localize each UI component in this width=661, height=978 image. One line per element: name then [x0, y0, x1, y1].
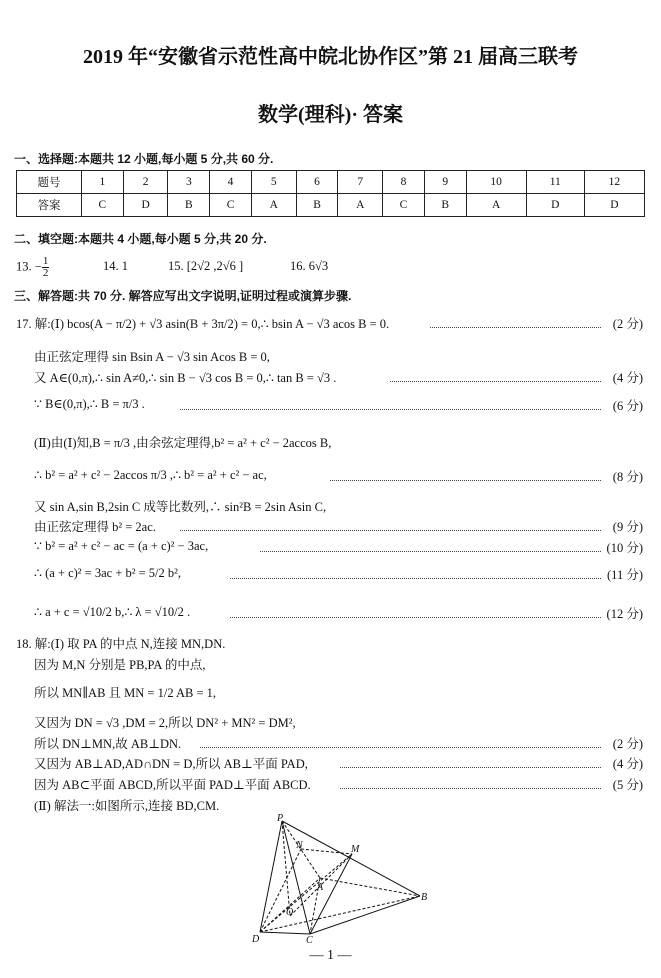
- q17-score-1: (2 分): [609, 314, 643, 332]
- row-label-number: 题号: [17, 171, 82, 194]
- question-number-cell: 4: [210, 171, 252, 194]
- q18-line-8: (Ⅱ) 解法一:如图所示,连接 BD,CM.: [34, 799, 220, 813]
- answer-cell: A: [466, 194, 526, 217]
- answer-cell: D: [584, 194, 644, 217]
- q17-line-5: (Ⅱ)由(Ⅰ)知,B = π/3 ,由余弦定理得,b² = a² + c² − 2accos B,: [34, 436, 332, 450]
- paper-title: 2019 年“安徽省示范性高中皖北协作区”第 21 届高三联考: [83, 46, 578, 68]
- q18-line-3: 所以 MN∥AB 且 MN = 1/2 AB = 1,: [34, 686, 217, 700]
- leader-dots: [390, 380, 601, 382]
- answer-cell: A: [338, 194, 383, 217]
- question-number-cell: 7: [338, 171, 383, 194]
- answer-cell: B: [424, 194, 466, 217]
- leader-dots: [230, 616, 601, 618]
- question-number-cell: 5: [251, 171, 296, 194]
- answer-cell: B: [168, 194, 210, 217]
- question-number-cell: 1: [82, 171, 124, 194]
- question-number-cell: 10: [466, 171, 526, 194]
- q13-label: 13.: [16, 259, 32, 274]
- answer-cell: D: [526, 194, 584, 217]
- q17-line-8: 由正弦定理得 b² = 2ac.: [34, 520, 156, 534]
- answer-table: [16, 170, 645, 217]
- table-row-answers: [17, 194, 645, 217]
- edge-NM: [301, 849, 352, 854]
- page-number: — 1 —: [309, 948, 352, 963]
- q18-line-4: 又因为 DN = √3 ,DM = 2,所以 DN² + MN² = DM²,: [34, 716, 296, 730]
- leader-dots: [200, 746, 601, 748]
- label-B: B: [421, 892, 428, 903]
- q17-line-10: ∴ (a + c)² = 3ac + b² = 5/2 b²,: [34, 566, 182, 580]
- section3-heading: 三、解答题:共 70 分. 解答应写出文字说明,证明过程或演算步骤.: [14, 289, 352, 303]
- q17-line-3: 又 A∈(0,π),∴ sin A≠0,∴ sin B − √3 cos B = 0,∴ tan B = √3 .: [34, 371, 337, 385]
- answer-cell: D: [123, 194, 168, 217]
- question-number-cell: 12: [584, 171, 644, 194]
- answer-cell: C: [383, 194, 425, 217]
- answer-cell: C: [82, 194, 124, 217]
- q17-score-8: (9 分): [609, 517, 643, 535]
- leader-dots: [260, 550, 601, 552]
- question-number-cell: 11: [526, 171, 584, 194]
- leader-dots: [180, 408, 601, 410]
- geometry-figure: [245, 812, 435, 947]
- q17-score-3: (4 分): [609, 368, 643, 386]
- label-C: C: [306, 935, 313, 946]
- answer-cell: A: [251, 194, 296, 217]
- q15-answer: 15. [2√2 ,2√6 ]: [168, 259, 244, 273]
- label-D: D: [252, 934, 260, 945]
- answer-cell: B: [296, 194, 338, 217]
- q17-line-1: 17. 解:(Ⅰ) bcos(A − π/2) + √3 asin(B + 3π/2) = 0,∴ bsin A − √3 acos B = 0.: [16, 317, 390, 331]
- edge-DC: [260, 932, 310, 934]
- section2-heading: 二、填空题:本题共 4 小题,每小题 5 分,共 20 分.: [14, 232, 267, 246]
- edge-DM: [260, 854, 352, 932]
- q18-line-2: 因为 M,N 分别是 PB,PA 的中点,: [34, 658, 206, 672]
- edge-PB: [282, 821, 420, 896]
- leader-dots: [330, 479, 601, 481]
- label-M: M: [351, 844, 360, 855]
- q18-line-6: 又因为 AB⊥AD,AD∩DN = D,所以 AB⊥平面 PAD,: [34, 757, 308, 771]
- q13-denominator: 2: [42, 267, 49, 279]
- q18-score-6: (4 分): [609, 754, 643, 772]
- label-N: N: [296, 840, 303, 851]
- label-O: O: [286, 907, 294, 918]
- leader-dots: [430, 326, 601, 328]
- leader-dots: [340, 787, 601, 789]
- leader-dots: [340, 766, 601, 768]
- question-number-cell: 6: [296, 171, 338, 194]
- q17-score-10: (11 分): [603, 565, 643, 583]
- q18-line-7: 因为 AB⊂平面 ABCD,所以平面 PAD⊥平面 ABCD.: [34, 778, 311, 792]
- question-number-cell: 3: [168, 171, 210, 194]
- label-A: A: [317, 882, 324, 893]
- q17-line-6: ∴ b² = a² + c² − 2accos π/3 ,∴ b² = a² + c² − ac,: [34, 468, 267, 482]
- q13-numerator: 1: [42, 255, 49, 267]
- q18-score-7: (5 分): [609, 775, 643, 793]
- label-P: P: [277, 813, 284, 824]
- q17-line-9: ∵ b² = a² + c² − ac = (a + c)² − 3ac,: [34, 539, 209, 553]
- q16-answer: 16. 6√3: [290, 259, 329, 273]
- q18-score-5: (2 分): [609, 734, 643, 752]
- q18-line-1: 18. 解:(Ⅰ) 取 PA 的中点 N,连接 MN,DN.: [16, 637, 226, 651]
- leader-dots: [180, 529, 601, 531]
- edge-DB: [260, 896, 420, 932]
- q18-line-5: 所以 DN⊥MN,故 AB⊥DN.: [34, 737, 182, 751]
- table-row-numbers: [17, 171, 645, 194]
- q13-fraction: [42, 256, 50, 279]
- q17-score-4: (6 分): [609, 396, 643, 414]
- q17-score-6: (8 分): [609, 467, 643, 485]
- q17-line-7: 又 sin A,sin B,2sin C 成等比数列,∴ sin²B = 2sin Asin C,: [34, 500, 327, 514]
- q13-answer: [16, 256, 49, 279]
- q13-sign: −: [34, 259, 42, 274]
- q14-answer: 14. 1: [103, 259, 128, 273]
- question-number-cell: 8: [383, 171, 425, 194]
- q17-score-9: (10 分): [603, 538, 643, 556]
- leader-dots: [230, 577, 601, 579]
- q17-line-2: 由正弦定理得 sin Bsin A − √3 sin Acos B = 0,: [34, 350, 270, 364]
- answer-cell: C: [210, 194, 252, 217]
- section1-heading: 一、选择题:本题共 12 小题,每小题 5 分,共 60 分.: [14, 152, 274, 166]
- question-number-cell: 2: [123, 171, 168, 194]
- paper-subtitle: 数学(理科)· 答案: [258, 104, 403, 126]
- row-label-answer: 答案: [17, 194, 82, 217]
- q17-line-4: ∵ B∈(0,π),∴ B = π/3 .: [34, 397, 145, 411]
- edge-DN: [260, 849, 301, 932]
- q17-line-11: ∴ a + c = √10/2 b,∴ λ = √10/2 .: [34, 605, 191, 619]
- q17-score-11: (12 分): [603, 604, 643, 622]
- question-number-cell: 9: [424, 171, 466, 194]
